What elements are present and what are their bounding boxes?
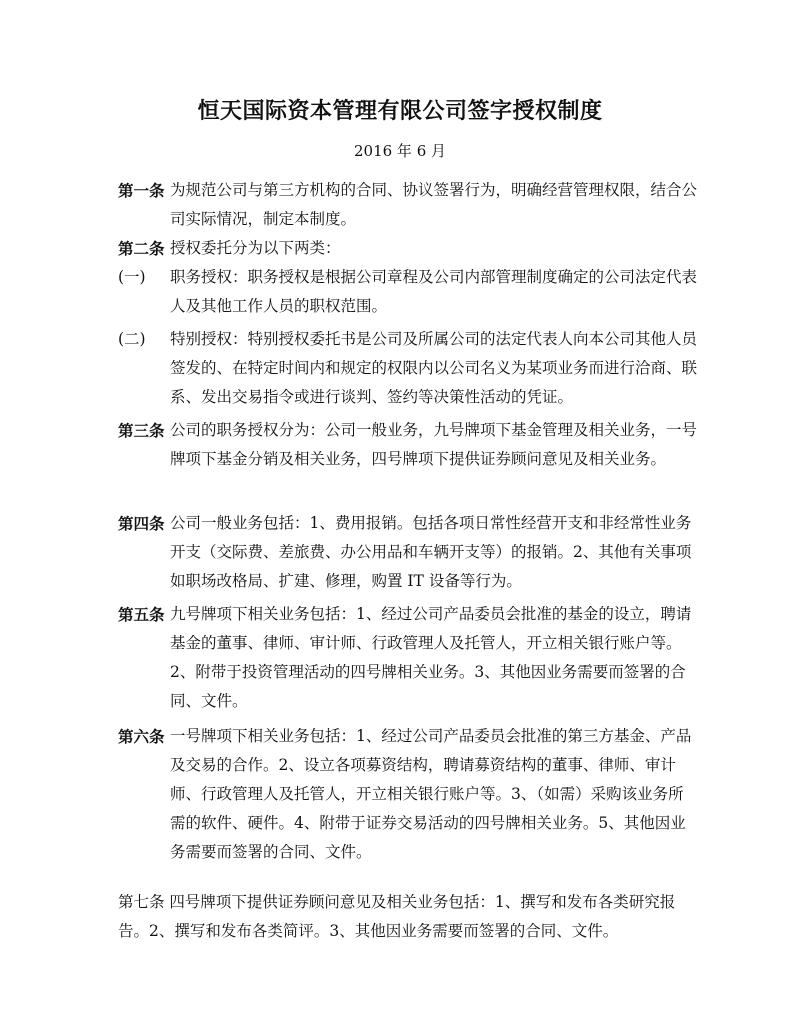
article-6 (118, 722, 698, 867)
item-text: 职务授权：职务授权是根据公司章程及公司内部管理制度确定的公司法定代表人及其他工作人员的职权范围。 (170, 268, 698, 315)
article-label: 第三条 (118, 421, 165, 440)
article-2-item-1 (118, 263, 698, 321)
article-text: 公司的职务授权分为：公司一般业务，九号牌项下基金管理及相关业务，一号牌项下基金分销及相关业务，四号牌项下提供证券顾问意见及相关业务。 (170, 421, 698, 468)
item-label: (二) (118, 330, 146, 348)
article-2-item-2 (118, 325, 698, 412)
article-text: 一号牌项下相关业务包括：1、经过公司产品委员会批准的第三方基金、产品及交易的合作。2、设立各项募资结构，聘请募资结构的董事、律师、审计师、行政管理人及托管人，开立相关银行账户等。3、（如需）采购该业务所需的软件、硬件。4、附带于证券交易活动的四号牌相关业务。5、其他因业务需要而签署的合同、文件。 (170, 727, 692, 861)
article-label: 第四条 (118, 514, 165, 533)
article-text: 为规范公司与第三方机构的合同、协议签署行为，明确经营管理权限，结合公司实际情况，制定本制度。 (170, 181, 698, 228)
item-label: (一) (118, 268, 146, 286)
article-label: 第六条 (118, 727, 165, 746)
article-label: 第五条 (118, 605, 165, 624)
article-1 (118, 176, 698, 234)
article-2 (118, 234, 698, 263)
article-7: 第七条 四号牌项下提供证券顾问意见及相关业务包括：1、撰写和发布各类研究报告。2、撰写和发布各类简评。3、其他因业务需要而签署的合同、文件。 (118, 893, 676, 940)
article-5 (118, 600, 698, 716)
article-text: 公司一般业务包括：1、费用报销。包括各项日常性经营开支和非经常性业务开支（交际费、差旅费、办公用品和车辆开支等）的报销。2、其他有关事项如职场改格局、扩建、修理，购置 IT 设备等行为。 (170, 514, 692, 590)
article-label: 第一条 (118, 181, 165, 200)
item-text: 特别授权：特别授权委托书是公司及所属公司的法定代表人向本公司其他人员签发的、在特定时间内和规定的权限内以公司名义为某项业务而进行洽商、联系、发出交易指令或进行谈判、签约等决策性活动的凭证。 (170, 330, 698, 406)
article-label: 第二条 (118, 239, 165, 258)
document-date: 2016 年 6 月 (353, 142, 447, 160)
article-text: 授权委托分为以下两类： (170, 239, 341, 257)
article-4 (118, 509, 698, 596)
article-text: 九号牌项下相关业务包括：1、经过公司产品委员会批准的基金的设立，聘请基金的董事、律师、审计师、行政管理人及托管人，开立相关银行账户等。2、附带于投资管理活动的四号牌相关业务。3、其他因业务需要而签署的合同、文件。 (170, 605, 692, 710)
document-title: 恒天国际资本管理有限公司签字授权制度 (197, 98, 603, 124)
article-3 (118, 416, 698, 474)
